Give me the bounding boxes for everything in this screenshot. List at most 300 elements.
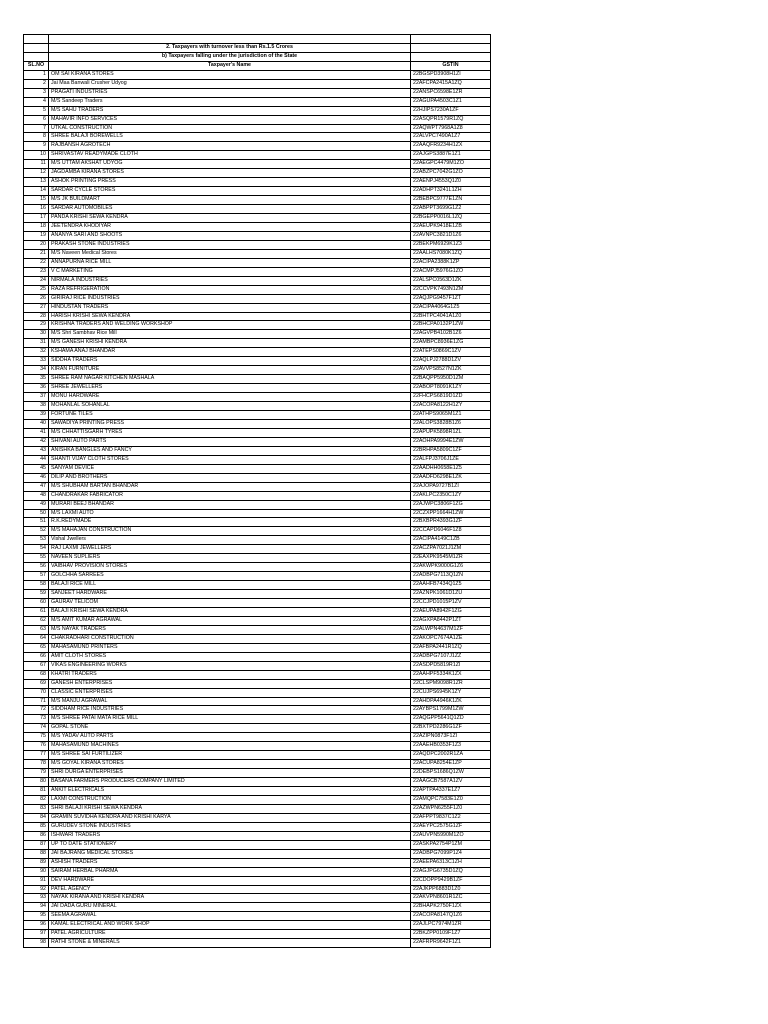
cell-sl-no: 40 [24, 419, 49, 428]
table-row [24, 339, 491, 348]
cell-sl-no: 78 [24, 760, 49, 769]
cell-taxpayer-name: M/S UTTAM AKSHAT UDYOG [49, 160, 411, 169]
cell-sl-no: 67 [24, 661, 49, 670]
cell-gstin: 22BRHPA5809C1ZF [411, 446, 491, 455]
table-row [24, 679, 491, 688]
cell-sl-no: 8 [24, 133, 49, 142]
table-row [24, 545, 491, 554]
cell-sl-no: 25 [24, 285, 49, 294]
cell-gstin: 22ATEPS0869C1ZV [411, 348, 491, 357]
cell-taxpayer-name: SEEMA AGRAWAL [49, 912, 411, 921]
cell-taxpayer-name: JAGDAMBA KIRANA STORES [49, 169, 411, 178]
cell-taxpayer-name: KIRAN FURNITURE [49, 366, 411, 375]
cell-taxpayer-name: MOHANLAL SOHANLAL [49, 402, 411, 411]
cell-gstin: 22AJOPA9727B1ZI [411, 482, 491, 491]
cell-gstin: 22AJKPP6883D1Z0 [411, 885, 491, 894]
cell-sl-no: 61 [24, 607, 49, 616]
table-row [24, 796, 491, 805]
cell-gstin: 22CDOPP9429B1ZF [411, 876, 491, 885]
cell-taxpayer-name: GURUDEV STONE INDUSTRIES [49, 822, 411, 831]
cell-taxpayer-name: ASHOK PRINTING PRESS [49, 178, 411, 187]
cell-gstin: 22BXTPD2286G1ZF [411, 724, 491, 733]
cell-gstin: 22CCJPD1015P1ZV [411, 599, 491, 608]
table-row [24, 375, 491, 384]
table-row [24, 151, 491, 160]
cell-sl-no: 15 [24, 196, 49, 205]
cell-sl-no: 96 [24, 921, 49, 930]
cell-taxpayer-name: AMIT CLOTH STORES [49, 652, 411, 661]
cell-gstin: 22BGSPD3908H1ZI [411, 70, 491, 79]
title-row-2 [24, 52, 491, 61]
cell-gstin: 22AMQPC7583E1Z0 [411, 796, 491, 805]
cell-sl-no: 46 [24, 473, 49, 482]
table-row [24, 402, 491, 411]
cell-gstin: 22ACOPA8147Q1Z6 [411, 912, 491, 921]
cell-sl-no: 37 [24, 393, 49, 402]
blank-cell [411, 35, 491, 44]
cell-sl-no: 71 [24, 697, 49, 706]
column-header-name: Taxpayer's Name [49, 61, 411, 70]
table-row [24, 778, 491, 787]
table-row [24, 446, 491, 455]
cell-sl-no: 59 [24, 590, 49, 599]
cell-sl-no: 21 [24, 249, 49, 258]
cell-sl-no: 52 [24, 527, 49, 536]
cell-taxpayer-name: GIRIRAJ RICE INDUSTRIES [49, 294, 411, 303]
blank-cell [24, 43, 49, 52]
cell-gstin: 22AKLPC2350C1ZY [411, 491, 491, 500]
table-row [24, 258, 491, 267]
cell-gstin: 22AVNPC3821D1Z6 [411, 231, 491, 240]
table-row [24, 509, 491, 518]
table-row [24, 276, 491, 285]
cell-sl-no: 39 [24, 411, 49, 420]
cell-taxpayer-name: GANESH ENTERPRISES [49, 679, 411, 688]
cell-gstin: 22ABOPT8091K1ZY [411, 384, 491, 393]
cell-taxpayer-name: SIDDHA TRADERS [49, 357, 411, 366]
cell-sl-no: 53 [24, 536, 49, 545]
cell-taxpayer-name: ANISHKA BANGLES AND FANCY [49, 446, 411, 455]
cell-gstin: 22AJLPC7974M1ZR [411, 921, 491, 930]
cell-gstin: 22ABZPC7042G1ZO [411, 169, 491, 178]
table-row [24, 527, 491, 536]
cell-gstin: 22ANSPC6598E1ZR [411, 88, 491, 97]
table-title: 2. Taxpayers with turnover less than Rs.1.5 Crores [49, 43, 411, 52]
cell-gstin: 22ADBPG7113Q1ZN [411, 572, 491, 581]
cell-sl-no: 51 [24, 518, 49, 527]
cell-sl-no: 69 [24, 679, 49, 688]
cell-taxpayer-name: HARISH KRISHI SEWA KENDRA [49, 312, 411, 321]
table-row [24, 670, 491, 679]
cell-taxpayer-name: ANANYA SARI AND SHOOTS [49, 231, 411, 240]
cell-sl-no: 26 [24, 294, 49, 303]
cell-taxpayer-name: ANKIT ELECTRICALS [49, 787, 411, 796]
cell-gstin: 22AUVPN5990M1ZO [411, 831, 491, 840]
table-row [24, 518, 491, 527]
cell-sl-no: 91 [24, 876, 49, 885]
cell-taxpayer-name: SANJEET HARDWARE [49, 590, 411, 599]
table-row [24, 357, 491, 366]
table-row [24, 88, 491, 97]
cell-taxpayer-name: ASHISH TRADERS [49, 858, 411, 867]
cell-sl-no: 27 [24, 303, 49, 312]
table-row [24, 240, 491, 249]
cell-gstin: 22ACIPA2388K1ZP [411, 258, 491, 267]
cell-gstin: 22HJIPS7230A1ZF [411, 106, 491, 115]
cell-sl-no: 6 [24, 115, 49, 124]
table-row [24, 599, 491, 608]
cell-sl-no: 42 [24, 437, 49, 446]
cell-sl-no: 35 [24, 375, 49, 384]
cell-gstin: 22AGXPA8442P1ZT [411, 616, 491, 625]
cell-sl-no: 95 [24, 912, 49, 921]
cell-taxpayer-name: GOPAL STONE [49, 724, 411, 733]
cell-sl-no: 13 [24, 178, 49, 187]
table-row [24, 697, 491, 706]
cell-taxpayer-name: M/S LAXMI AUTO [49, 509, 411, 518]
cell-taxpayer-name: BALAJI RICE MILL [49, 581, 411, 590]
table-row [24, 625, 491, 634]
table-row [24, 652, 491, 661]
cell-sl-no: 98 [24, 939, 49, 948]
cell-sl-no: 88 [24, 849, 49, 858]
cell-taxpayer-name: PATEL AGENCY [49, 885, 411, 894]
cell-sl-no: 63 [24, 625, 49, 634]
table-row [24, 724, 491, 733]
cell-sl-no: 73 [24, 715, 49, 724]
cell-taxpayer-name: ISHWARI TRADERS [49, 831, 411, 840]
cell-taxpayer-name: SHREE RAM NAGAR KITCHEN MASHALA [49, 375, 411, 384]
cell-sl-no: 48 [24, 491, 49, 500]
table-row [24, 903, 491, 912]
table-row [24, 267, 491, 276]
cell-gstin: 22AEUPK9418E1ZB [411, 223, 491, 232]
cell-gstin: 22ADBPG7099P1Z4 [411, 849, 491, 858]
cell-gstin: 22ALSPC0563D1ZK [411, 276, 491, 285]
table-row [24, 411, 491, 420]
cell-sl-no: 16 [24, 205, 49, 214]
cell-gstin: 22AZIPN0873F1ZI [411, 733, 491, 742]
cell-taxpayer-name: M/S JK BUILDMART [49, 196, 411, 205]
cell-sl-no: 38 [24, 402, 49, 411]
table-row [24, 142, 491, 151]
cell-gstin: 22ASDPD5819R1ZI [411, 661, 491, 670]
cell-taxpayer-name: M/S CHHATTISGARH TYRES [49, 428, 411, 437]
cell-taxpayer-name: Vishal Jwellers [49, 536, 411, 545]
table-subtitle: b) Taxpayers falling under the jurisdiction of the State [49, 52, 411, 61]
cell-taxpayer-name: RATHI STONE & MINERALS [49, 939, 411, 948]
cell-gstin: 22AGVPB4102B1Z6 [411, 330, 491, 339]
cell-gstin: 22AQJPG9457F1ZT [411, 294, 491, 303]
cell-taxpayer-name: RAJ LAXMI JEWELLERS [49, 545, 411, 554]
cell-sl-no: 49 [24, 500, 49, 509]
cell-taxpayer-name: UTKAL CONSTRUCTION [49, 124, 411, 133]
cell-gstin: 22AKOPC7674A1ZE [411, 634, 491, 643]
cell-gstin: 22AZNPK1061D1ZU [411, 590, 491, 599]
cell-gstin: 22AFCPA2415A1ZQ [411, 79, 491, 88]
cell-sl-no: 50 [24, 509, 49, 518]
cell-taxpayer-name: KHATRI TRADERS [49, 670, 411, 679]
cell-sl-no: 92 [24, 885, 49, 894]
table-row [24, 769, 491, 778]
cell-sl-no: 90 [24, 867, 49, 876]
table-row [24, 930, 491, 939]
cell-taxpayer-name: M/S SHUBHAM BARTAN BHANDAR [49, 482, 411, 491]
table-row [24, 160, 491, 169]
blank-cell [24, 35, 49, 44]
header-row-blank [24, 35, 491, 44]
table-row [24, 500, 491, 509]
cell-sl-no: 84 [24, 813, 49, 822]
cell-taxpayer-name: M/S SHREE PATAI MATA RICE MILL [49, 715, 411, 724]
cell-sl-no: 72 [24, 706, 49, 715]
cell-taxpayer-name: VIKAS ENGINEERING WORKS [49, 661, 411, 670]
cell-gstin: 22BXBPR4393G1ZF [411, 518, 491, 527]
cell-taxpayer-name: VAIBHAV PROVISION STORES [49, 563, 411, 572]
cell-taxpayer-name: DEV HARDWARE [49, 876, 411, 885]
cell-sl-no: 97 [24, 930, 49, 939]
cell-sl-no: 79 [24, 769, 49, 778]
cell-sl-no: 54 [24, 545, 49, 554]
table-row [24, 885, 491, 894]
cell-taxpayer-name: ANNAPURNA RICE MILL [49, 258, 411, 267]
cell-sl-no: 5 [24, 106, 49, 115]
cell-taxpayer-name: SAIRAM HERBAL PHARMA [49, 867, 411, 876]
cell-taxpayer-name: M/S GANESH KRISHI KENDRA [49, 339, 411, 348]
cell-sl-no: 36 [24, 384, 49, 393]
cell-taxpayer-name: M/S Naveen Medical Stores [49, 249, 411, 258]
cell-gstin: 22AADHH0658E1Z5 [411, 464, 491, 473]
cell-gstin: 22AKWPK9000G1Z6 [411, 563, 491, 572]
cell-taxpayer-name: M/S SHREE SAI FURTILIZER [49, 751, 411, 760]
cell-gstin: 22AMBPC8936E1ZG [411, 339, 491, 348]
cell-taxpayer-name: R.K.REDYMADE [49, 518, 411, 527]
cell-sl-no: 7 [24, 124, 49, 133]
cell-taxpayer-name: Jai Maa Banwali Crusher Udyog [49, 79, 411, 88]
cell-taxpayer-name: DILIP AND BROTHERS [49, 473, 411, 482]
cell-sl-no: 70 [24, 688, 49, 697]
table-row [24, 419, 491, 428]
table-row [24, 491, 491, 500]
table-row [24, 214, 491, 223]
cell-taxpayer-name: M/S Shri Sambhav Rice Mill [49, 330, 411, 339]
cell-gstin: 22AQDPC2002R1ZA [411, 751, 491, 760]
cell-gstin: 22BHCPA0132P1ZW [411, 321, 491, 330]
cell-gstin: 22AFRPR9642F1Z1 [411, 939, 491, 948]
cell-sl-no: 11 [24, 160, 49, 169]
cell-sl-no: 94 [24, 903, 49, 912]
table-row [24, 187, 491, 196]
table-row [24, 661, 491, 670]
cell-taxpayer-name: M/S Sandeep Traders [49, 97, 411, 106]
cell-sl-no: 64 [24, 634, 49, 643]
cell-gstin: 22AJGPS3887E1Z1 [411, 151, 491, 160]
cell-gstin: 22ACUPA8254E1ZP [411, 760, 491, 769]
table-row [24, 572, 491, 581]
cell-gstin: 22ALFPJ3706J1ZE [411, 455, 491, 464]
cell-gstin: 22ADBPG7107J1ZZ [411, 652, 491, 661]
cell-gstin: 22AOHPA9994E1ZW [411, 437, 491, 446]
table-row [24, 894, 491, 903]
cell-gstin: 22AEUPA8942F1ZG [411, 607, 491, 616]
cell-gstin: 22APUPK5898R1ZL [411, 428, 491, 437]
cell-gstin: 22AAHPF5334K1ZX [411, 670, 491, 679]
table-row [24, 849, 491, 858]
cell-gstin: 22ACIPA4064G1Z5 [411, 303, 491, 312]
cell-sl-no: 93 [24, 894, 49, 903]
table-row [24, 97, 491, 106]
cell-taxpayer-name: SHRI BALAJI KRISHI SEWA KENDRA [49, 804, 411, 813]
cell-gstin: 22BGEPP0016L1ZQ [411, 214, 491, 223]
table-row [24, 169, 491, 178]
cell-sl-no: 65 [24, 643, 49, 652]
cell-taxpayer-name: MONU HARDWARE [49, 393, 411, 402]
cell-taxpayer-name: SARDAR AUTOMOBILES [49, 205, 411, 214]
table-row [24, 554, 491, 563]
cell-sl-no: 22 [24, 258, 49, 267]
taxpayer-table [23, 34, 491, 948]
cell-gstin: 22APTPA4337E1Z7 [411, 787, 491, 796]
cell-gstin: 22ADHPT3241L1ZH [411, 187, 491, 196]
cell-sl-no: 12 [24, 169, 49, 178]
cell-gstin: 22AFBPA2441R1ZQ [411, 643, 491, 652]
cell-taxpayer-name: JAI BAJRANG MEDICAL STORES [49, 849, 411, 858]
cell-sl-no: 14 [24, 187, 49, 196]
cell-gstin: 22AAGCB7587A1ZV [411, 778, 491, 787]
table-row [24, 616, 491, 625]
cell-gstin: 22AADFD6298E1ZK [411, 473, 491, 482]
table-row [24, 366, 491, 375]
cell-gstin: 22BHAPK2750F1ZX [411, 903, 491, 912]
cell-sl-no: 45 [24, 464, 49, 473]
cell-gstin: 22ACMPJ5976G1ZO [411, 267, 491, 276]
table-row [24, 733, 491, 742]
table-row [24, 858, 491, 867]
cell-gstin: 22AKVPN8601R1ZC [411, 894, 491, 903]
table-row [24, 79, 491, 88]
cell-gstin: 22ALOPS3828B1Z6 [411, 419, 491, 428]
cell-taxpayer-name: MURARI BEEJ BHANDAR [49, 500, 411, 509]
spreadsheet [23, 34, 491, 948]
cell-gstin: 22AAEHB0353F1Z3 [411, 742, 491, 751]
cell-sl-no: 77 [24, 751, 49, 760]
cell-taxpayer-name: MAHASAMUND MACHINES [49, 742, 411, 751]
cell-sl-no: 83 [24, 804, 49, 813]
cell-taxpayer-name: GRAMIN SUVIDHA KENDRA AND KRISHI KARYA [49, 813, 411, 822]
cell-gstin: 22ALWPN4637M1ZF [411, 625, 491, 634]
cell-gstin: 22ABPPT3699G1Z2 [411, 205, 491, 214]
table-row [24, 634, 491, 643]
table-row [24, 607, 491, 616]
column-header-row [24, 61, 491, 70]
cell-taxpayer-name: MAHAVIR INFO SERVICES [49, 115, 411, 124]
cell-gstin: 22BAQPP5950D1ZM [411, 375, 491, 384]
cell-sl-no: 9 [24, 142, 49, 151]
cell-taxpayer-name: GOLCHHA SARREES [49, 572, 411, 581]
cell-gstin: 22AGJPG6735D1ZQ [411, 867, 491, 876]
cell-sl-no: 58 [24, 581, 49, 590]
cell-gstin: 22ACZPA7021J1ZM [411, 545, 491, 554]
cell-taxpayer-name: FORTUNE TILES [49, 411, 411, 420]
cell-taxpayer-name: RAZA REFRIGERATION [49, 285, 411, 294]
cell-sl-no: 82 [24, 796, 49, 805]
cell-gstin: 22AGUPA4503C1Z1 [411, 97, 491, 106]
cell-taxpayer-name: NIRMALA INDUSTRIES [49, 276, 411, 285]
cell-sl-no: 76 [24, 742, 49, 751]
cell-gstin: 22ASQPR1579R1ZQ [411, 115, 491, 124]
cell-sl-no: 29 [24, 321, 49, 330]
cell-gstin: 22CCVPK7493N1ZM [411, 285, 491, 294]
table-row [24, 205, 491, 214]
cell-taxpayer-name: SHANTI VIJAY CLOTH STORES [49, 455, 411, 464]
cell-taxpayer-name: HINDUSTAN TRADERS [49, 303, 411, 312]
table-row [24, 393, 491, 402]
table-row [24, 590, 491, 599]
table-row [24, 294, 491, 303]
column-header-sl: SL.NO [24, 61, 49, 70]
cell-taxpayer-name: NAVEEN SUPLIERS [49, 554, 411, 563]
cell-sl-no: 66 [24, 652, 49, 661]
table-row [24, 643, 491, 652]
cell-sl-no: 85 [24, 822, 49, 831]
cell-sl-no: 3 [24, 88, 49, 97]
table-row [24, 831, 491, 840]
cell-gstin: 22BKZPP0109F1Z7 [411, 930, 491, 939]
cell-sl-no: 44 [24, 455, 49, 464]
table-row [24, 536, 491, 545]
table-row [24, 330, 491, 339]
cell-sl-no: 43 [24, 446, 49, 455]
cell-sl-no: 30 [24, 330, 49, 339]
cell-gstin: 22AYBPS1799M1ZW [411, 706, 491, 715]
table-row [24, 939, 491, 948]
cell-gstin: 22AVVPS8527N1ZK [411, 366, 491, 375]
cell-taxpayer-name: PANDA KRISHI SEWA KENDRA [49, 214, 411, 223]
table-row [24, 804, 491, 813]
table-row [24, 921, 491, 930]
table-row [24, 115, 491, 124]
table-row [24, 124, 491, 133]
cell-sl-no: 20 [24, 240, 49, 249]
title-row-1 [24, 43, 491, 52]
cell-sl-no: 4 [24, 97, 49, 106]
cell-sl-no: 87 [24, 840, 49, 849]
cell-gstin: 22BHTPC4041A1Z0 [411, 312, 491, 321]
cell-gstin: 22DEBPS1686Q1ZW [411, 769, 491, 778]
cell-sl-no: 34 [24, 366, 49, 375]
cell-taxpayer-name: SHRIVASTAV READYMADE CLOTH [49, 151, 411, 160]
cell-taxpayer-name: SAWADIYA PRINTING PRESS [49, 419, 411, 428]
cell-taxpayer-name: SHIVANI AUTO PARTS [49, 437, 411, 446]
cell-gstin: 22FHCPS6819D1ZD [411, 393, 491, 402]
table-row [24, 760, 491, 769]
cell-gstin: 22BEKPM6929K1Z3 [411, 240, 491, 249]
cell-taxpayer-name: M/S YADAV AUTO PARTS [49, 733, 411, 742]
cell-sl-no: 10 [24, 151, 49, 160]
table-row [24, 312, 491, 321]
cell-taxpayer-name: M/S NAYAK TRADERS [49, 625, 411, 634]
cell-sl-no: 32 [24, 348, 49, 357]
table-row [24, 428, 491, 437]
cell-sl-no: 57 [24, 572, 49, 581]
cell-taxpayer-name: KSHAMA ANAJ BHANDAR [49, 348, 411, 357]
table-row [24, 178, 491, 187]
blank-cell [411, 52, 491, 61]
table-row [24, 840, 491, 849]
cell-sl-no: 80 [24, 778, 49, 787]
table-row [24, 482, 491, 491]
cell-taxpayer-name: BALAJI KRISHI SEWA KENDRA [49, 607, 411, 616]
